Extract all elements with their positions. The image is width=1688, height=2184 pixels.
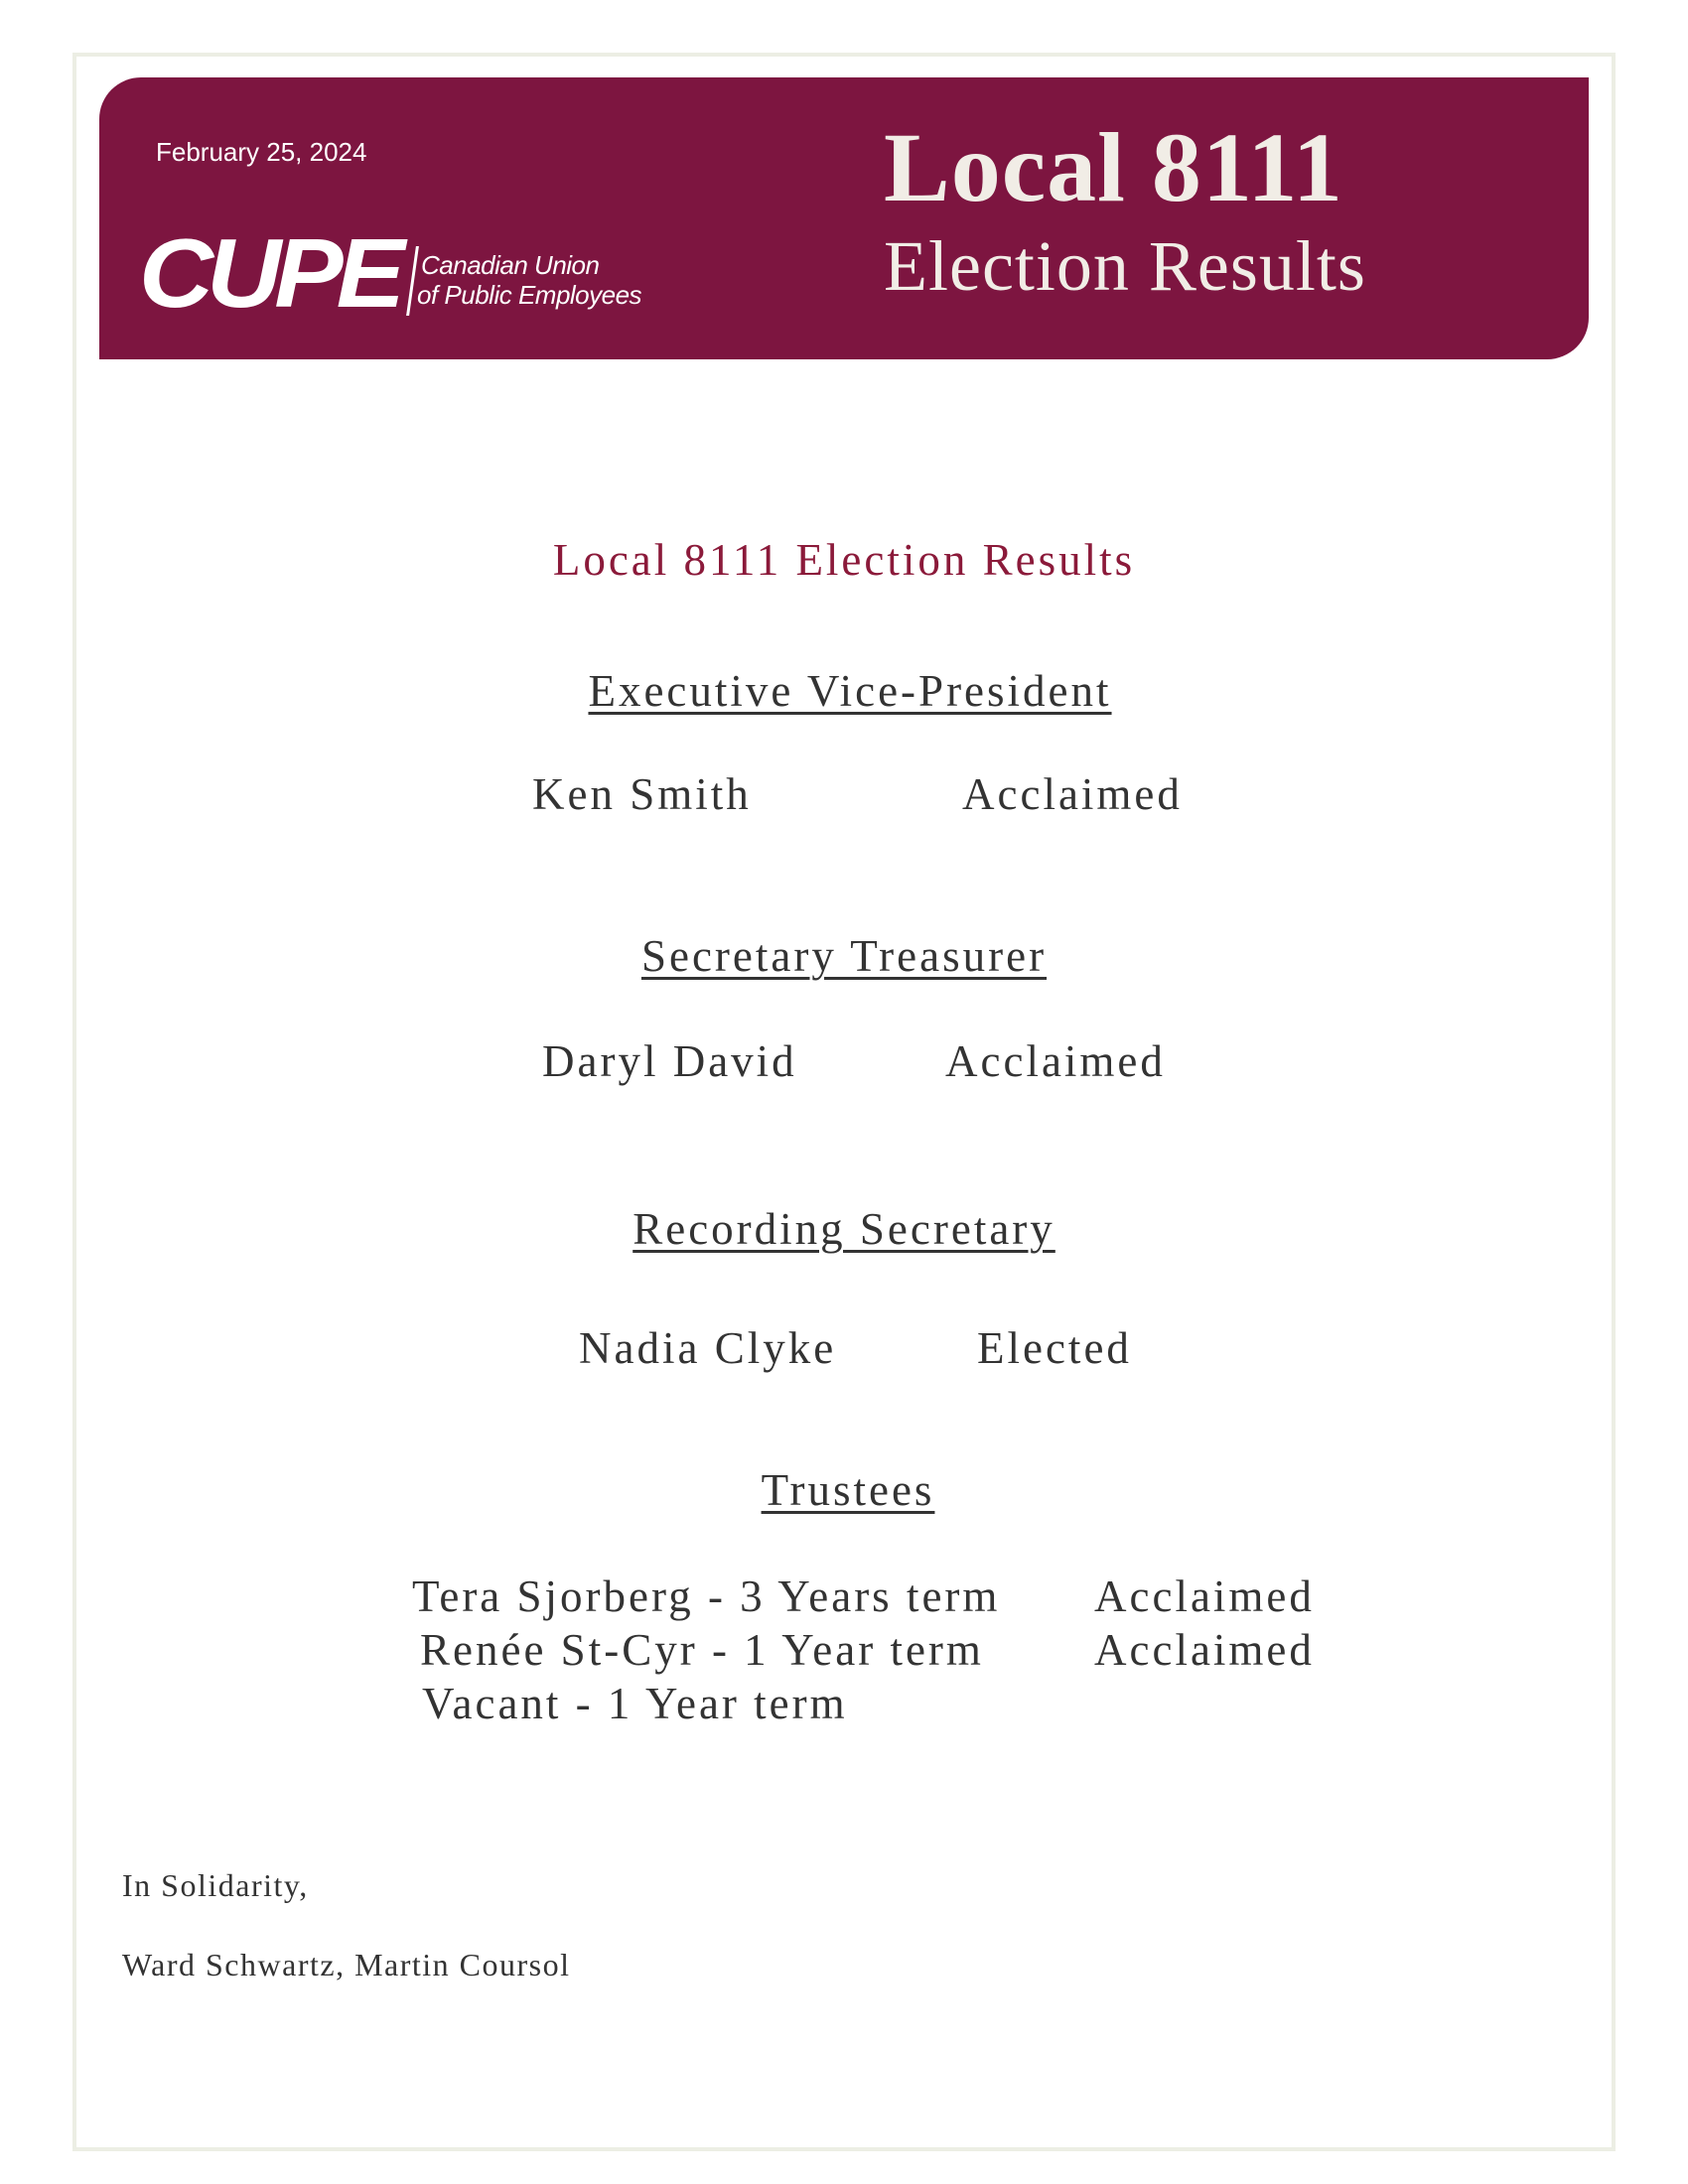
candidate-name: Tera Sjorberg - 3 Years term [412, 1571, 1001, 1621]
cupe-logo [139, 218, 675, 329]
result-status: Acclaimed [1094, 1571, 1315, 1621]
result-status: Acclaimed [945, 1036, 1166, 1086]
section-heading-recording-secretary: Recording Secretary [633, 1204, 1055, 1254]
candidate-name: Daryl David [542, 1036, 797, 1086]
banner-title-local: Local 8111 [884, 112, 1343, 222]
result-status: Acclaimed [1094, 1625, 1315, 1675]
result-status: Elected [977, 1323, 1132, 1373]
page-border [72, 53, 1616, 2151]
document-subtitle: Local 8111 Election Results [552, 535, 1136, 585]
section-heading-secretary-treasurer: Secretary Treasurer [640, 931, 1048, 981]
signatories: Ward Schwartz, Martin Coursol [122, 1947, 571, 1982]
logo-tagline-line1: Canadian Union [421, 250, 600, 280]
section-heading-trustees: Trustees [761, 1465, 935, 1515]
section-heading-executive-vice-president: Executive Vice-President [588, 666, 1112, 716]
logo-tagline-line2: of Public Employees [417, 280, 642, 310]
candidate-name: Nadia Clyke [579, 1323, 837, 1373]
header-banner [99, 77, 1589, 359]
cupe-wordmark: CUPE [139, 218, 398, 329]
document-date: February 25, 2024 [156, 137, 367, 167]
closing-salutation: In Solidarity, [122, 1867, 309, 1903]
banner-title [884, 113, 1479, 306]
candidate-name: Vacant - 1 Year term [422, 1679, 848, 1728]
result-status: Acclaimed [962, 769, 1183, 819]
banner-title-election-results: Election Results [884, 226, 1366, 306]
candidate-name: Renée St-Cyr - 1 Year term [420, 1625, 984, 1675]
candidate-name: Ken Smith [532, 769, 752, 819]
